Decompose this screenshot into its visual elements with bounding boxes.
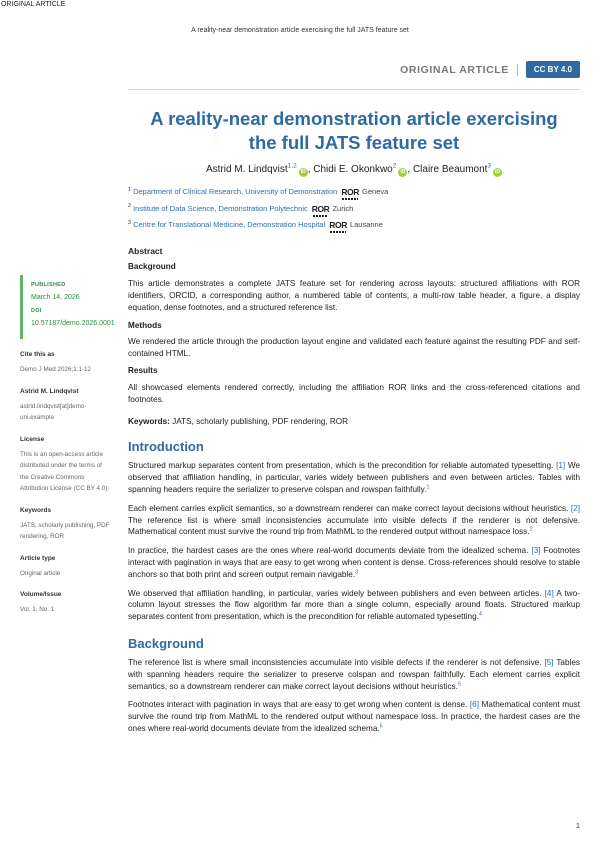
article-type-bar	[400, 61, 580, 78]
keywords-line	[128, 417, 580, 426]
paragraph-text: Footnotes interact with pagination in ways that are easy to get wrong when content is dense. Cross-references should resolve to stable anchors so that both print and screen output remain navigable.	[128, 546, 581, 579]
paragraph-text: Footnotes interact with pagination in ways that are easy to get wrong when content is dense.	[128, 700, 468, 710]
body-paragraph	[128, 657, 580, 692]
article-type-section	[20, 555, 110, 580]
citation-link[interactable]: [2]	[570, 503, 580, 513]
sidebar-keywords-text: JATS, scholarly publishing, PDF rendering, ROR	[20, 521, 110, 540]
orcid-icon[interactable]: iD	[300, 169, 306, 176]
paragraph-text: We observed that affiliation handling, in particular, varies widely between publishers and even between articles.	[128, 588, 542, 598]
license-badge[interactable]: CC BY 4.0	[526, 61, 580, 78]
body-paragraph	[128, 503, 580, 538]
article-sidebar	[20, 275, 115, 616]
cite-text: Demo J Med 2026;1:1-12	[20, 366, 92, 373]
citation-link[interactable]: [3]	[531, 546, 541, 556]
paragraph-text: Each element carries explicit semantics, so a downstream renderer can make correct layout decisions without heuristics.	[128, 503, 569, 513]
citation-link[interactable]: [6]	[469, 700, 480, 710]
body-paragraph	[128, 460, 580, 495]
cite-heading: Cite this as	[20, 351, 55, 358]
abstract-background-text: This article demonstrates a complete JATS feature set for rendering across layouts: structured affiliations with ROR identifiers, ORCID, a corresponding author, a numbered table of contents, a multi-row table header, a figure, a display equation, dense footnotes, and a structured reference list.	[128, 278, 580, 313]
abstract-heading: Abstract	[128, 246, 163, 257]
running-head: A reality-near demonstration article exercising the full JATS feature set	[191, 27, 409, 34]
footnote-ref[interactable]: 5	[457, 680, 461, 687]
volume-issue-heading: Volume/Issue	[20, 591, 62, 598]
abstract-results-heading: Results	[128, 366, 158, 376]
paragraph-text: A two-column layout stresses the flow algorithm far more than a single column, especially around floats. Structured markup separates content from presentation, which is the precondition for reliable automated typesetting.	[128, 588, 580, 622]
author-separator: ,	[407, 164, 413, 176]
published-label: PUBLISHED	[31, 282, 66, 288]
paragraph-text: Structured markup separates content from presentation, which is the precondition for reliable automated typesetting.	[128, 461, 554, 471]
affiliation-item	[128, 219, 580, 231]
sidebar-keywords-heading: Keywords	[20, 506, 52, 514]
author-affiliation-ref[interactable]: 1,2	[287, 162, 297, 170]
body-paragraph	[128, 545, 580, 580]
body-paragraph	[128, 699, 580, 734]
paragraph-text: We observed that affiliation handling, in particular, varies widely between publishers and even between articles. Tables with spanning headers require the serializer to preserve colspan and rowspan faithfully.	[128, 461, 580, 494]
author-name: Chidi E. Okonkwo	[313, 164, 393, 176]
citation-link[interactable]: [1]	[556, 461, 566, 471]
affiliation-number: 3	[128, 219, 132, 226]
affiliation-city: Lausanne	[349, 220, 383, 230]
paragraph-text: Tables with spanning headers require the serializer to preserve colspan and rowspan faithfully. Each element carries explicit semantics, so a downstream renderer can make correct layout decisions without heuristics.	[128, 657, 580, 691]
affiliation-number: 1	[128, 186, 132, 193]
abstract-background-heading: Background	[128, 262, 176, 272]
affiliation-item	[128, 186, 580, 198]
ror-icon[interactable]: ROR	[329, 220, 347, 231]
author-separator: ,	[307, 164, 314, 176]
footnote-ref[interactable]: 4	[478, 611, 482, 618]
article-type-heading: Article type	[20, 554, 56, 562]
corresponding-author-section	[20, 388, 110, 424]
article-title: A reality-near demonstration article exercising the full JATS feature set	[150, 108, 558, 154]
doi-label: DOI	[31, 308, 42, 314]
keywords-label: Keywords:	[128, 417, 170, 427]
footnote-ref[interactable]: 2	[529, 526, 533, 533]
affiliation-item	[128, 203, 580, 215]
license-text: This is an open-access article distributed under the terms of the Creative Commons Attribution License (CC BY 4.0).	[20, 450, 110, 492]
article-type-text: Original article	[20, 569, 61, 577]
corner-label: ORIGINAL ARTICLE	[1, 1, 66, 8]
paragraph-text: Mathematical content must survive the round trip from MathML to the rendered output without namespace loss. In practice, the hardest cases are the ones where real-world documents deviate from the idealized schema.	[128, 700, 581, 733]
published-date: March 14, 2026	[31, 294, 80, 301]
affiliation-link[interactable]: Centre for Translational Medicine, Demonstration Hospital	[133, 220, 326, 230]
footnote-ref[interactable]: 1	[426, 484, 430, 491]
publication-info-box	[20, 275, 115, 339]
header-divider	[128, 89, 580, 90]
sidebar-keywords-section	[20, 507, 110, 543]
volume-issue-text: Vol. 1, No. 1	[20, 606, 55, 613]
doi-link[interactable]: 10.57187/demo.2026.0001	[31, 320, 115, 327]
abstract-methods-text: We rendered the article through the production layout engine and validated each feature against the resulting PDF and self-contained HTML.	[128, 336, 580, 359]
corresponding-author-email[interactable]: astrid.lindqvist[at]demo-uni.example	[20, 402, 87, 421]
affiliation-number: 2	[128, 203, 132, 210]
orcid-icon[interactable]: iD	[495, 169, 501, 176]
section-heading-introduction: Introduction	[128, 439, 204, 455]
paragraph-text: The reference list is where small inconsistencies accumulate into visible defects if the renderer is not defensive. Mathematical content must survive the round trip from MathML to the rendered output without namespace loss.	[128, 515, 580, 537]
paragraph-text: In practice, the hardest cases are the ones where real-world documents deviate from the idealized schema.	[128, 546, 529, 556]
author-affiliation-ref[interactable]: 2	[392, 162, 397, 170]
section-heading-background: Background	[128, 635, 204, 651]
abstract	[128, 245, 580, 406]
orcid-icon[interactable]: iD	[400, 169, 406, 176]
ror-icon[interactable]: ROR	[311, 203, 330, 214]
author-affiliation-ref[interactable]: 3	[487, 162, 492, 170]
affiliation-link[interactable]: Department of Clinical Research, University of Demonstration	[133, 187, 338, 197]
author-list	[128, 164, 580, 177]
corresponding-author-name: Astrid M. Lindqvist	[20, 387, 79, 395]
abstract-results-text: All showcased elements rendered correctly, including the affiliation ROR links and the cross-referenced citations and footnotes.	[128, 382, 580, 405]
keywords-value: JATS, scholarly publishing, PDF rendering, ROR	[172, 417, 349, 427]
paragraph-text: The reference list is where small inconsistencies accumulate into visible defects if the renderer is not defensive.	[128, 657, 542, 667]
footnote-ref[interactable]: 3	[355, 569, 359, 575]
author-name: Claire Beaumont	[412, 164, 488, 176]
article-main	[128, 107, 580, 742]
page-number: 1	[575, 821, 580, 830]
citation-link[interactable]: [4]	[544, 588, 554, 598]
ror-icon[interactable]: ROR	[341, 187, 360, 198]
body-paragraph	[128, 588, 580, 623]
cite-section	[20, 351, 110, 376]
license-section	[20, 436, 110, 495]
citation-link[interactable]: [5]	[544, 657, 554, 667]
footnote-ref[interactable]: 6	[379, 723, 383, 730]
license-heading: License	[20, 435, 45, 443]
article-type-label: ORIGINAL ARTICLE	[400, 63, 509, 76]
type-divider	[517, 64, 518, 76]
affiliation-list	[128, 186, 580, 231]
affiliation-link[interactable]: Institute of Data Science, Demonstration Polytechnic	[133, 203, 308, 213]
abstract-methods-heading: Methods	[128, 320, 162, 330]
affiliation-city: Geneva	[362, 187, 389, 197]
affiliation-city: Zurich	[332, 203, 354, 213]
volume-issue-section	[20, 591, 110, 616]
author-name: Astrid M. Lindqvist	[205, 164, 288, 176]
